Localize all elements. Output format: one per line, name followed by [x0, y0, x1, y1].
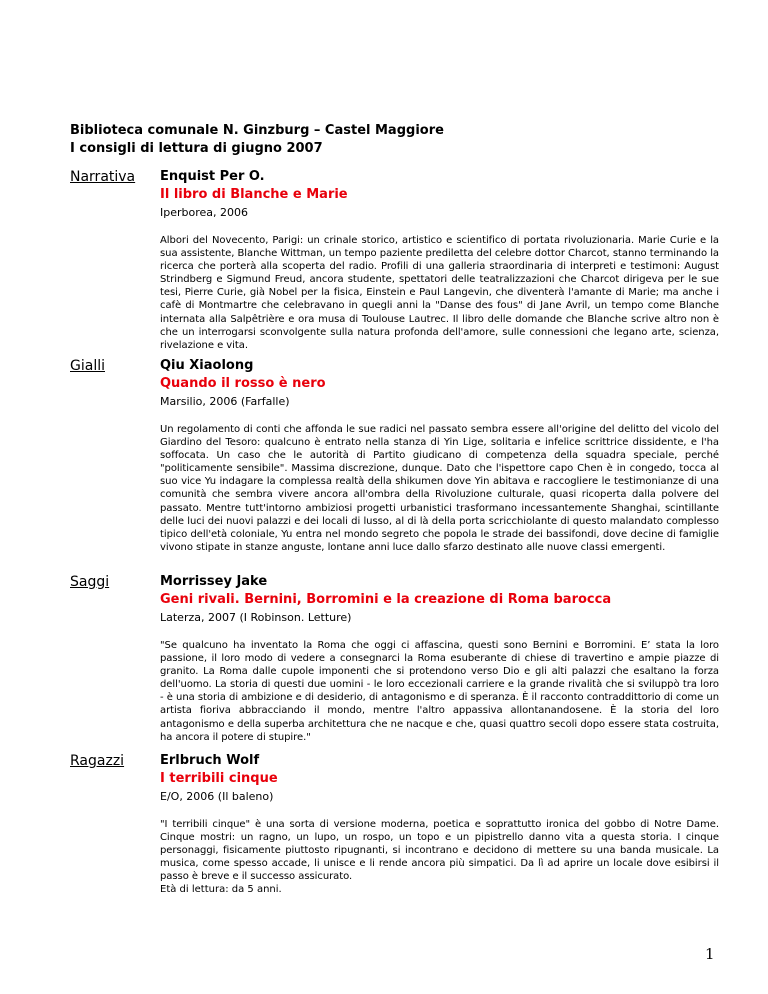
book-description: "Se qualcuno ha inventato la Roma che oggi ci affascina, questi sono Bernini e Borromini. E’ stata la loro passione, il loro modo di vedere a consegnarci la Roma esuberante di chiese di travertino e ampie piazze di granito. La Roma dalle cupole imponenti che si protendono verso Dio e gli alti palazzi che esaltano la forza dell'uomo. La storia di questi due uomini - le loro eccezionali carriere e la grande rivalità che si sviluppò tra loro - è una storia di ambizione e di desiderio, di antagonismo e di speranza. È il racconto contraddittorio di come un artista fioriva abbracciando il mondo, mentre l'altro appassiva allontanandosene. È la storia del loro antagonismo e della superba architettura che ne nacque e che, quasi quattro secoli dopo essere stata costruita, ha ancora il potere di stupire." [160, 640, 719, 743]
book-publisher: Iperborea, 2006 [160, 206, 249, 219]
category-label: Gialli [70, 358, 105, 374]
book-description: "I terribili cinque" è una sorta di versione moderna, poetica e soprattutto ironica del gobbo di Notre Dame. Cinque mostri: un ragno, un lupo, un rospo, un topo e un pipistrello danno vita a questa storia. I cinque personaggi, fisicamente piuttosto ripugnanti, si incontrano e decidono di mettere su una banda musicale. La musica, come spesso accade, li unisce e li rende ancora più simpatici. Da lì ad aprire un locale dove esibirsi il passo è breve e il successo assicurato. [160, 819, 719, 883]
book-entry [160, 357, 719, 554]
category-label: Ragazzi [70, 753, 125, 769]
reading-age: Età di lettura: da 5 anni. [160, 884, 282, 896]
book-author: Morrissey Jake [160, 574, 268, 589]
book-title: Quando il rosso è nero [160, 376, 326, 391]
category-label: Narrativa [70, 169, 136, 185]
book-entry [160, 573, 719, 744]
page-subtitle: I consigli di lettura di giugno 2007 [70, 141, 323, 156]
book-publisher: Laterza, 2007 (I Robinson. Letture) [160, 611, 352, 624]
book-entry [160, 168, 719, 352]
page-number: 1 [705, 945, 715, 963]
book-description: Un regolamento di conti che affonda le sue radici nel passato sembra essere all'origine del delitto del vicolo del Giardino del Tesoro: qualcuno è entrato nella stanza di Yin Lige, solitaria e infelice scrittrice dissidente, e l'ha soffocata. Un caso che le autorità di Partito giudicano di competenza della squadra speciale, perché "politicamente sensibile". Massima discrezione, dunque. Dato che l'ispettore capo Chen è in congedo, tocca al suo vice Yu indagare la complessa realtà della shikumen dove Yin abitava e raccogliere le testimonianze di una comunità che sembra vivere ancora all'ombra della Rivoluzione culturale, quasi ricoperta dalla polvere del passato. Mentre tutt'intorno ambiziosi progetti urbanistici trasformano incessantemente Shanghai, scintillante delle luci dei nuovi palazzi e dei locali di lusso, al di là della porta scricchiolante di questo malandato complesso tipico dell'età coloniale, Yu entra nel mondo segreto che popola le strade dei bassifondi, dove decine di famiglie vivono stipate in stanze anguste, lontane anni luce dallo sfarzo destinato alle nuove classi emergenti. [160, 424, 719, 553]
book-entry [160, 752, 719, 897]
page-title [70, 122, 720, 158]
book-title: I terribili cinque [160, 771, 278, 786]
book-title: Geni rivali. Bernini, Borromini e la creazione di Roma barocca [160, 592, 612, 607]
book-publisher: Marsilio, 2006 (Farfalle) [160, 395, 290, 408]
category-label: Saggi [70, 574, 110, 590]
book-author: Erlbruch Wolf [160, 753, 260, 768]
book-title: Il libro di Blanche e Marie [160, 187, 348, 202]
book-author: Qiu Xiaolong [160, 358, 254, 373]
library-name: Biblioteca comunale N. Ginzburg – Castel Maggiore [70, 123, 444, 138]
book-description: Albori del Novecento, Parigi: un crinale storico, artistico e scientifico di portata rivoluzionaria. Marie Curie e la sua assistente, Blanche Wittman, un tempo paziente prediletta del celebre dottor Charcot, stanno terminando la ricerca che porterà alla scoperta del radio. Profili di una galleria straordinaria di interpreti e testimoni: August Strindberg e Sigmund Freud, ancora studente, spettatori delle teatralizzazioni che Charcot dirigeva per le sue tesi, Pierre Curie, già Nobel per la fisica, Einstein e Paul Langevin, che diventerà l'amante di Marie; ma anche i cafè di Montmartre che celebravano in quegli anni la "Danse des fous" di Jane Avril, un tempo come Blanche internata alla Salpêtrière e ora musa di Toulouse Lautrec. Il libro delle domande che Blanche scrive altro non è che un interrogarsi sconvolgente sulla natura profonda dell'amore, sulle connessioni che legano arte, scienza, rivelazione e vita. [160, 235, 719, 351]
book-publisher: E/O, 2006 (Il baleno) [160, 790, 274, 803]
book-author: Enquist Per O. [160, 169, 265, 184]
